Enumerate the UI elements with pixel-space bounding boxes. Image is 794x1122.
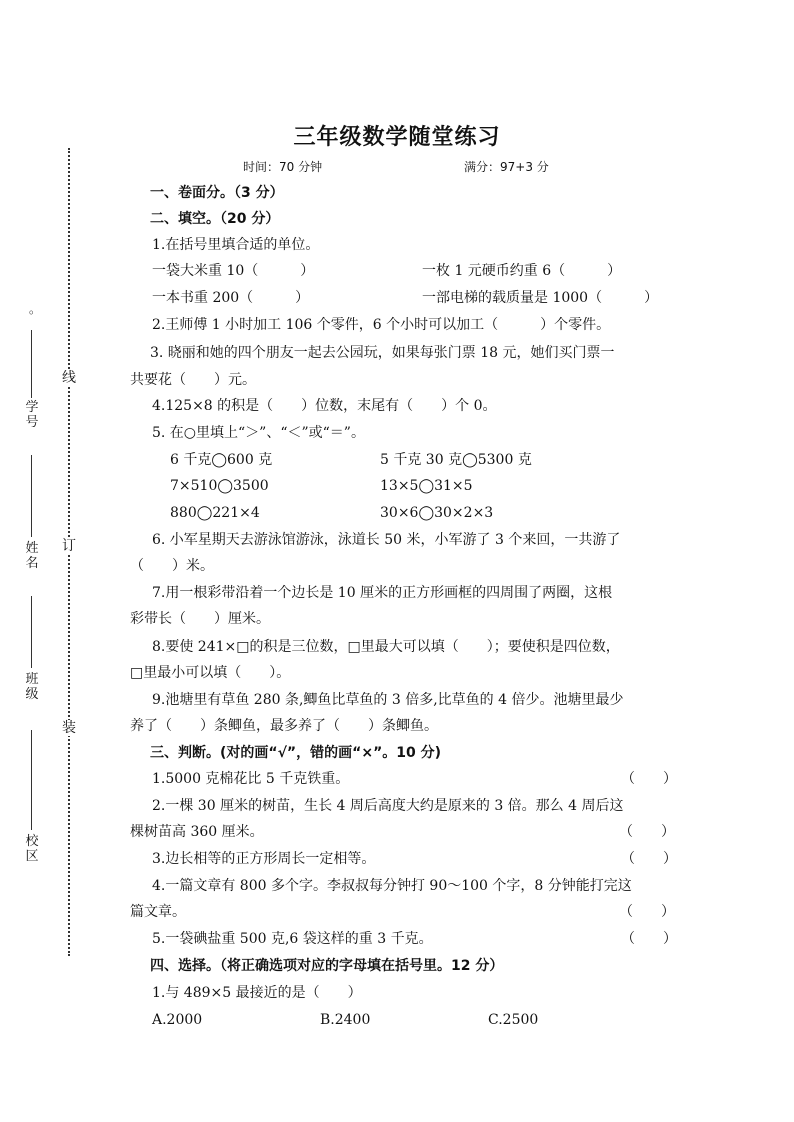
compare-row-2 [170, 473, 715, 499]
judge-2-answer[interactable]: （ ） [619, 824, 675, 840]
choice-1-options [152, 1007, 697, 1033]
question-fill-1a: 一袋大米重 10（ ） [152, 263, 315, 279]
binding-dot: 。 [29, 302, 42, 316]
choice-option-c[interactable]: C.2500 [488, 1012, 539, 1028]
compare-5b: 5 千克 30 克◯5300 克 [380, 452, 532, 468]
judge-3-text: 3.边长相等的正方形周长一定相等。 [152, 851, 376, 867]
question-judge-4b [130, 899, 675, 925]
question-fill-4: 4.125×8 的积是（ ）位数，末尾有（ ）个 0。 [152, 398, 497, 414]
section-heading-1: 一、卷面分。（3 分） [150, 185, 284, 201]
student-id-line [31, 330, 32, 398]
question-fill-1-row-2 [152, 285, 697, 311]
question-fill-5: 5. 在○里填上“＞”、“＜”或“＝”。 [152, 425, 365, 441]
class-label: 班级 [25, 672, 39, 702]
name-line [31, 455, 32, 537]
question-judge-2b [130, 819, 675, 845]
question-fill-1b: 一枚 1 元硬币约重 6（ ） [422, 263, 622, 279]
section-heading-4: 四、选择。（将正确选项对应的字母填在括号里。12 分） [150, 958, 504, 974]
judge-4-text: 篇文章。 [130, 904, 186, 920]
question-fill-8b: □里最小可以填（ ）。 [130, 665, 291, 681]
choice-option-a[interactable]: A.2000 [152, 1012, 203, 1028]
name-field[interactable] [22, 455, 42, 575]
binding-char-zhuang: 装 [62, 720, 76, 736]
judge-2-text: 棵树苗高 360 厘米。 [130, 824, 264, 840]
question-judge-4a: 4.一篇文章有 800 多个字。李叔叔每分钟打 90～100 个字，8 分钟能打完这 [152, 878, 632, 894]
question-fill-6a: 6. 小军星期天去游泳馆游泳，泳道长 50 米，小军游了 3 个来回，一共游了 [152, 532, 621, 548]
judge-3-answer[interactable]: （ ） [621, 851, 677, 867]
compare-row-1 [170, 447, 715, 473]
judge-5-answer[interactable]: （ ） [621, 931, 677, 947]
question-fill-1: 1.在括号里填合适的单位。 [152, 237, 320, 253]
campus-field[interactable] [22, 730, 42, 865]
question-fill-3b: 共要花（ ）元。 [130, 372, 256, 388]
name-label: 姓名 [25, 541, 39, 571]
section-heading-3: 三、判断。(对的画“√”，错的画“×”。10 分) [150, 745, 442, 761]
question-fill-8a: 8.要使 241×□的积是三位数，□里最大可以填（ ）；要使积是四位数， [152, 639, 620, 655]
question-fill-9b: 养了（ ）条鲫鱼，最多养了（ ）条鲫鱼。 [130, 718, 438, 734]
question-fill-1c: 一本书重 200（ ） [152, 290, 310, 306]
question-fill-7a: 7.用一根彩带沿着一个边长是 10 厘米的正方形画框的四周围了两圈，这根 [152, 585, 613, 601]
question-judge-3 [152, 846, 677, 872]
class-line [31, 596, 32, 668]
judge-1-answer[interactable]: （ ） [621, 771, 677, 787]
compare-5c: 7×510◯3500 [170, 478, 269, 494]
student-id-label: 学号 [25, 400, 39, 430]
compare-row-3 [170, 500, 715, 526]
question-judge-5 [152, 926, 677, 952]
question-choice-1: 1.与 489×5 最接近的是（ ） [152, 985, 362, 1001]
question-fill-1d: 一部电梯的载质量是 1000（ ） [422, 290, 659, 306]
compare-5d: 13×5◯31×5 [380, 478, 473, 494]
page-title: 三年级数学随堂练习 [293, 124, 501, 150]
question-fill-1-row-1 [152, 258, 697, 284]
question-fill-7b: 彩带长（ ）厘米。 [130, 611, 270, 627]
question-fill-6b: （ ）米。 [130, 558, 214, 574]
campus-line [31, 730, 32, 830]
exam-time: 时间：70 分钟 [243, 160, 323, 174]
compare-5a: 6 千克◯600 克 [170, 452, 273, 468]
student-id-field[interactable] [22, 330, 42, 430]
question-fill-3a: 3. 晓丽和她的四个朋友一起去公园玩，如果每张门票 18 元，她们买门票一 [150, 345, 615, 361]
exam-score: 满分：97+3 分 [464, 160, 549, 174]
campus-label: 校区 [25, 834, 39, 864]
compare-5f: 30×6◯30×2×3 [380, 505, 494, 521]
section-heading-2: 二、填空。（20 分） [150, 211, 280, 227]
class-field[interactable] [22, 596, 42, 706]
question-fill-2: 2.王师傅 1 小时加工 106 个零件，6 个小时可以加工（ ）个零件。 [152, 317, 611, 333]
choice-option-b[interactable]: B.2400 [320, 1012, 371, 1028]
judge-1-text: 1.5000 克棉花比 5 千克铁重。 [152, 771, 350, 787]
judge-5-text: 5.一袋碘盐重 500 克,6 袋这样的重 3 千克。 [152, 931, 433, 947]
question-fill-9a: 9.池塘里有草鱼 280 条,鲫鱼比草鱼的 3 倍多,比草鱼的 4 倍少。池塘里最少 [152, 692, 624, 708]
question-judge-2a: 2.一棵 30 厘米的树苗，生长 4 周后高度大约是原来的 3 倍。那么 4 周后这 [152, 798, 624, 814]
compare-5e: 880◯221×4 [170, 505, 260, 521]
judge-4-answer[interactable]: （ ） [619, 904, 675, 920]
binding-char-xian: 线 [62, 370, 76, 386]
binding-char-ding: 订 [62, 538, 76, 554]
question-judge-1 [152, 766, 677, 792]
